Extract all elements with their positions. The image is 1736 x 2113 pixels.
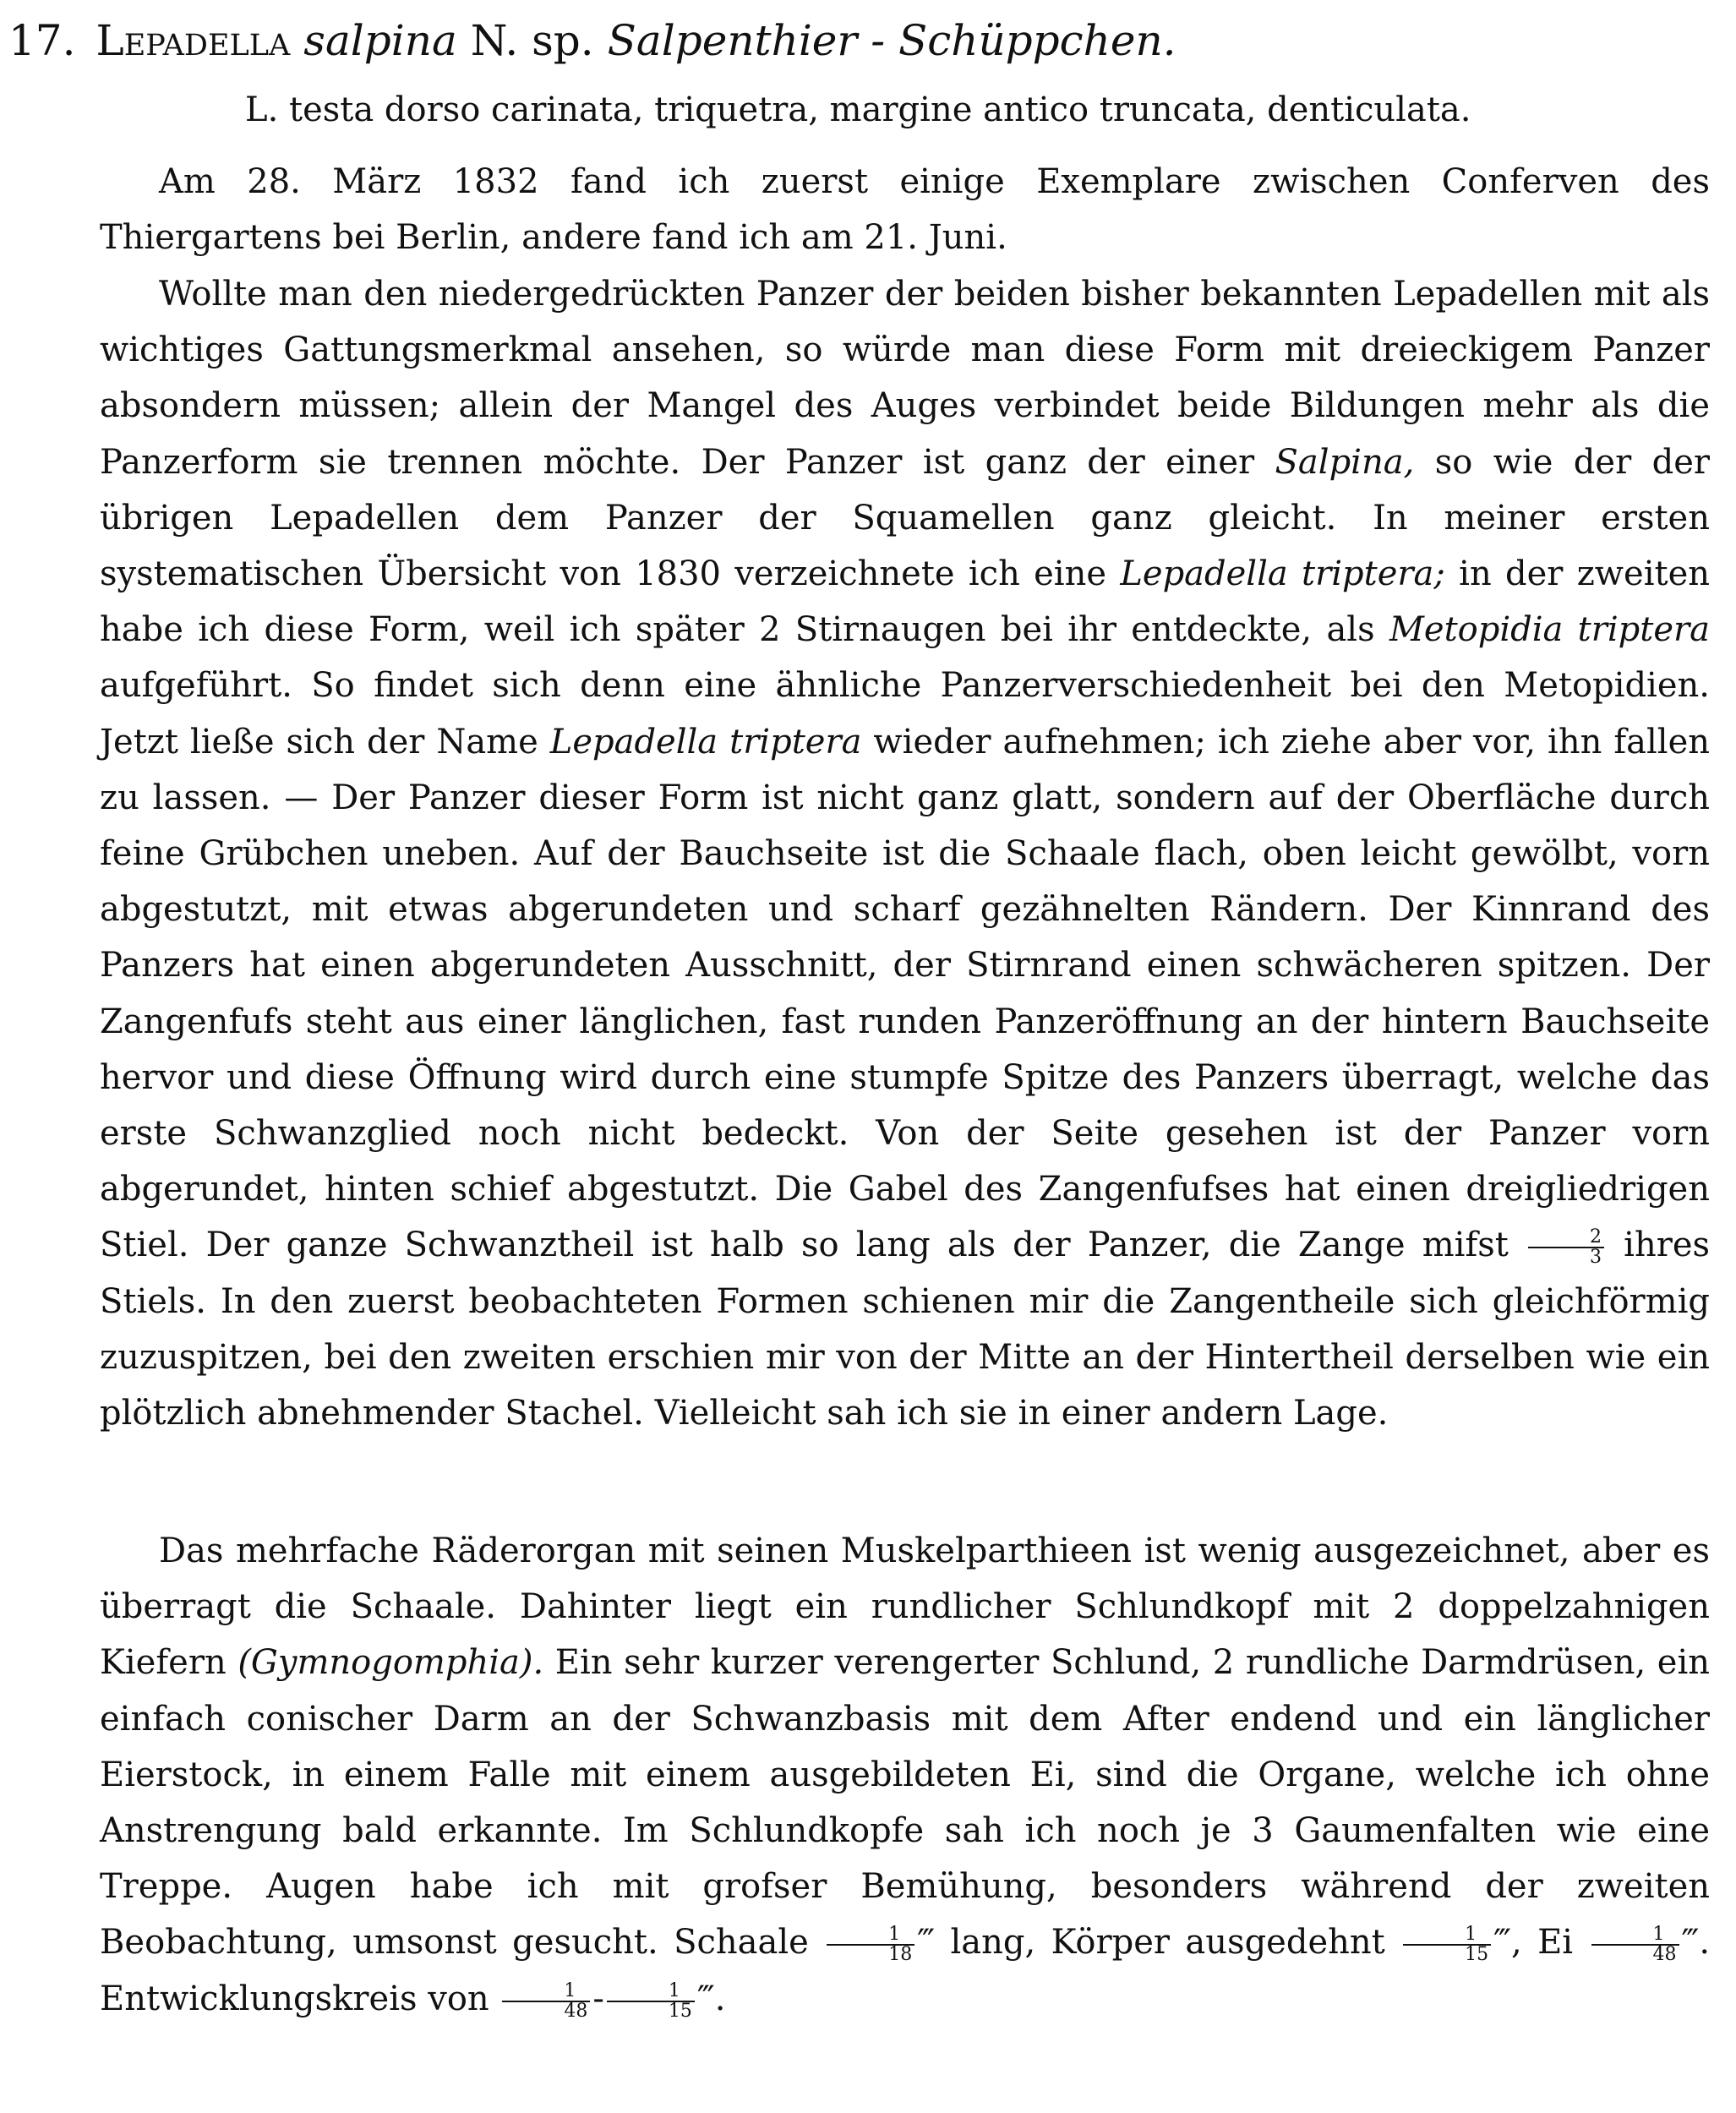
paragraph-1 xyxy=(100,154,1710,265)
species-heading xyxy=(8,15,1724,66)
p2-italic-metopidia-triptera: Metopidia triptera xyxy=(1389,610,1710,650)
paragraph-3 xyxy=(100,1523,1710,2027)
latin-diagnosis: L. testa dorso carinata, triquetra, margine antico truncata, denticulata. xyxy=(245,90,1471,129)
common-name: Salpenthier - Schüppchen. xyxy=(607,16,1176,65)
paragraph-1-text: Am 28. März 1832 fand ich zuerst einige Exemplare zwischen Conferven des Thiergartens bei Berlin, andere fand ich am 21. Juni. xyxy=(100,162,1710,258)
p3-segment-5: . Entwicklungskreis von xyxy=(100,1923,1711,2018)
unit-lines-3: ‴ xyxy=(1681,1923,1700,1963)
p2-segment-3: in der zweiten habe ich diese Form, weil ich später 2 Stirnaugen bei ihr entdeckte, als xyxy=(100,554,1711,650)
p2-segment-2: so wie der der übrigen Lepadellen dem Panzer der Squamellen ganz gleicht. In meiner ersten systematischen Übersicht von 1830 verzeichnete ich eine xyxy=(100,442,1711,594)
p2-italic-salpina: Salpina, xyxy=(1275,442,1415,482)
p2-segment-4: aufgeführt. So findet sich denn eine ähnliche Panzerverschiedenheit bei den Metopidien. Jetzt ließe sich der Name xyxy=(100,666,1710,762)
measure-range-min: $\frac{1}{48}$ xyxy=(502,1982,590,2021)
paragraph-2-text xyxy=(100,266,1710,1441)
measure-egg: $\frac{1}{48}$ xyxy=(1591,1925,1679,1964)
new-species-marker: N. sp. xyxy=(470,16,594,65)
p3-segment-3: lang, Körper ausgedehnt xyxy=(950,1923,1385,1963)
p3-segment-2: Ein sehr kurzer verengerter Schlund, 2 rundliche Darmdrüsen, ein einfach conischer Darm an der Schwanzbasis mit dem After endend und ein länglicher Eierstock, in einem Falle mit einem ausgebildeten Ei, sind die Organe, welche ich ohne Anstrengung bald erkannte. Im Schlundkopfe sah ich noch je 3 Gaumenfalten wie eine Treppe. Augen habe ich mit grofser Bemühung, besonders während der zweiten Beobachtung, umsonst gesucht. Schaale xyxy=(100,1643,1711,1963)
measure-shell-length: $\frac{1}{18}$ xyxy=(827,1925,914,1964)
genus-name: Lepadella xyxy=(96,16,291,65)
p2-segment-5: wieder aufnehmen; ich ziehe aber vor, ihn fallen zu lassen. — Der Panzer dieser Form ist nicht ganz glatt, sondern auf der Oberfläche durch feine Grübchen uneben. Auf der Bauchseite ist die Schaale flach, oben leicht gewölbt, vorn abgestutzt, mit etwas abgerundeten und scharf gezähnelten Rändern. Der Kinnrand des Panzers hat einen abgerundeten Ausschnitt, der Stirnrand einen schwächeren spitzen. Der Zangenfufs steht aus einer länglichen, fast runden Panzeröffnung an der hintern Bauchseite hervor und diese Öffnung wird durch eine stumpfe Spitze des Panzers überragt, welche das erste Schwanzglied noch nicht bedeckt. Von der Seite gesehen ist der Panzer vorn abgerundet, hinten schief abgestutzt. Die Gabel des Zangenfufses hat einen dreigliedrigen Stiel. Der ganze Schwanztheil ist halb so lang als der Panzer, die Zange mifst xyxy=(100,722,1711,1265)
paragraph-2 xyxy=(100,266,1710,1441)
range-dash: - xyxy=(592,1979,604,2018)
unit-lines-1: ‴ xyxy=(917,1923,936,1963)
p3-segment-1: Das mehrfache Räderorgan mit seinen Muskelparthieen ist wenig ausgezeichnet, aber es überragt die Schaale. Dahinter liegt ein rundlicher Schlundkopf mit 2 doppelzahnigen Kiefern xyxy=(100,1532,1710,1683)
unit-lines-4: ‴ xyxy=(696,1979,715,2018)
p3-segment-4: , Ei xyxy=(1510,1923,1574,1963)
p2-italic-lepadella-triptera: Lepadella triptera; xyxy=(1120,554,1445,594)
measure-body-length: $\frac{1}{15}$ xyxy=(1403,1925,1491,1964)
fraction-two-thirds: $\frac{2}{3}$ xyxy=(1528,1228,1604,1267)
unit-lines-2: ‴ xyxy=(1493,1923,1511,1963)
measure-range-max: $\frac{1}{15}$ xyxy=(607,1982,695,2021)
entry-number: 17. xyxy=(8,16,76,65)
p3-end: . xyxy=(714,1979,726,2018)
paragraph-3-text xyxy=(100,1523,1710,2027)
p2-segment-1: Wollte man den niedergedrückten Panzer der beiden bisher bekannten Lepadellen mit als wichtiges Gattungsmerkmal ansehen, so würde man diese Form mit dreieckigem Panzer absondern müssen; allein der Mangel des Auges verbindet beide Bildungen mehr als die Panzerform sie trennen möchte. Der Panzer ist ganz der einer xyxy=(100,275,1710,482)
p3-italic-gymnogomphia: (Gymnogomphia). xyxy=(237,1643,544,1683)
p2-segment-6: ihres Stiels. In den zuerst beobachteten Formen schienen mir die Zangentheile sich gleichförmig zuzuspitzen, bei den zweiten erschien mir von der Mitte an der Hintertheil derselben wie ein plötzlich abnehmender Stachel. Vielleicht sah ich sie in einer andern Lage. xyxy=(100,1226,1711,1433)
species-name: salpina xyxy=(303,16,457,65)
p2-italic-lepadella-triptera-2: Lepadella triptera xyxy=(549,722,862,762)
